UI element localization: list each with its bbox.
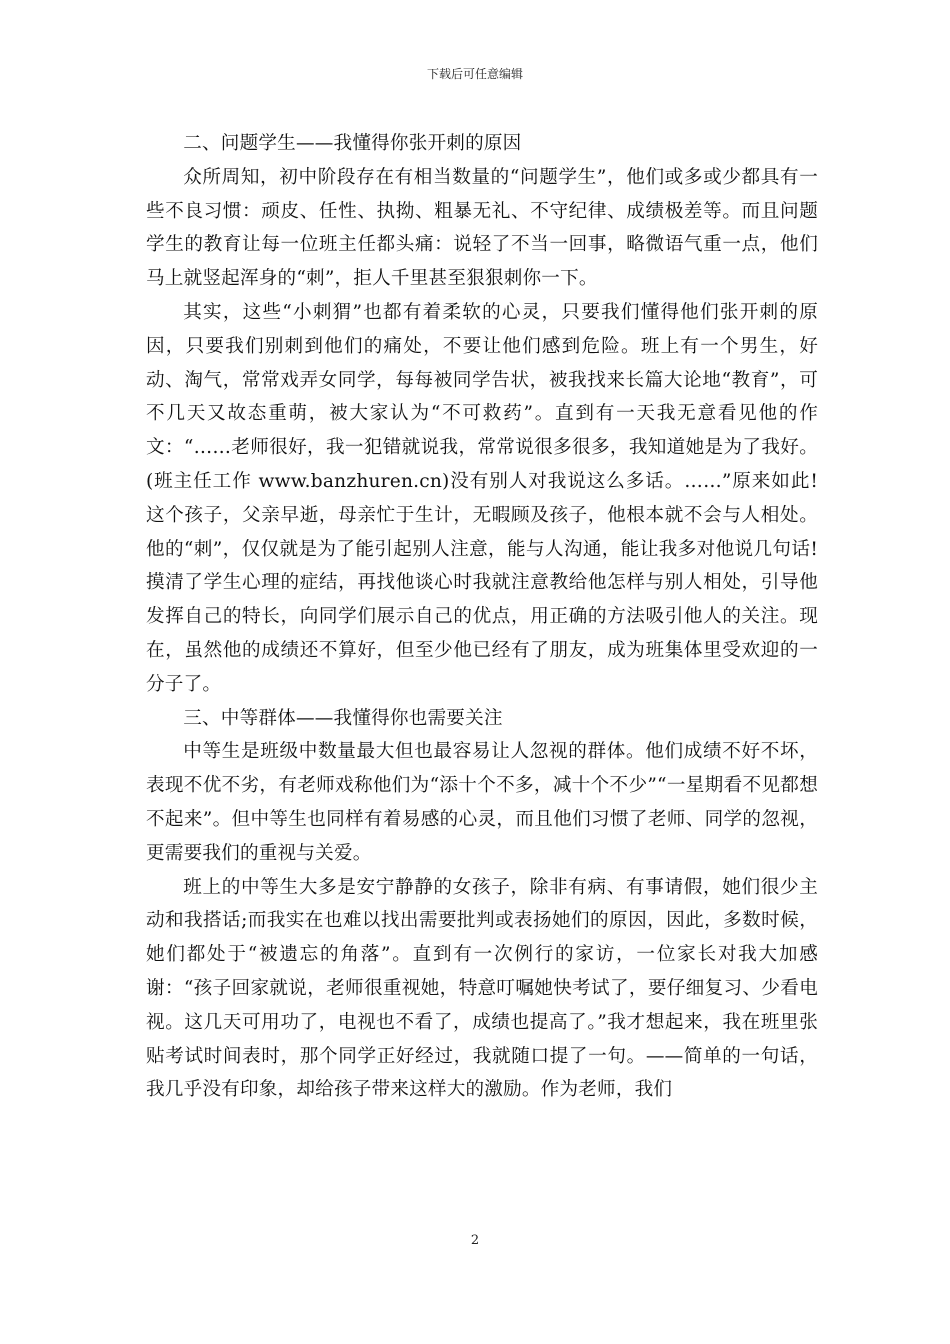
paragraph: 班上的中等生大多是安宁静静的女孩子，除非有病、有事请假，她们很少主动和我搭话;而我实在也难以找出需要批判或表扬她们的原因，因此，多数时候，她们都处于“被遗忘的角落”。直到有一次例行的家访，一位家长对我大加感谢：“孩子回家就说，老师很重视她，特意叮嘱她快考试了，要仔细复习、少看电视。这几天可用功了，电视也不看了，成绩也提高了。”我才想起来，我在班里张贴考试时间表时，那个同学正好经过，我就随口提了一句。——简单的一句话，我几乎没有印象，却给孩子带来这样大的激励。作为老师，我们: [146, 876, 818, 1101]
document-body: [146, 127, 818, 1107]
paragraph: 众所周知，初中阶段存在有相当数量的“问题学生”，他们或多或少都具有一些不良习惯：顽皮、任性、执拗、粗暴无礼、不守纪律、成绩极差等。而且问题学生的教育让每一位班主任都头痛：说轻了不当一回事，略微语气重一点，他们马上就竖起浑身的“刺”，拒人千里甚至狠狠刺你一下。: [146, 166, 818, 290]
section-heading-middle-group: 三、中等群体——我懂得你也需要关注: [183, 707, 503, 729]
section-heading-problem-students: 二、问题学生——我懂得你张开刺的原因: [183, 133, 522, 154]
paragraph: 其实，这些“小刺猬”也都有着柔软的心灵，只要我们懂得他们张开刺的原因，只要我们别刺到他们的痛处，不要让他们感到危险。班上有一个男生，好动、淘气，常常戏弄女同学，每每被同学告状，被我找来长篇大论地“教育”，可不几天又故态重萌，被大家认为“不可救药”。直到有一天我无意看见他的作文：“……老师很好，我一犯错就说我，常常说很多很多，我知道她是为了我好。(班主任工作 www.banzhuren.cn)没有别人对我说这么多话。……”原来如此!这个孩子，父亲早逝，母亲忙于生计，无暇顾及孩子，他根本就不会与人相处。他的“刺”，仅仅就是为了能引起别人注意，能与人沟通，能让我多对他说几句话!摸清了学生心理的症结，再找他谈心时我就注意教给他怎样与别人相处，引导他发挥自己的特长，向同学们展示自己的优点，用正确的方法吸引他人的关注。现在，虽然他的成绩还不算好，但至少他已经有了朋友，成为班集体里受欢迎的一分子了。: [146, 301, 818, 695]
page-header: 下载后可任意编辑: [426, 67, 523, 81]
paragraph: 中等生是班级中数量最大但也最容易让人忽视的群体。他们成绩不好不坏，表现不优不劣，有老师戏称他们为“添十个不多，减十个不少”“一星期看不见都想不起来”。但中等生也同样有着易感的心灵，而且他们习惯了老师、同学的忽视，更需要我们的重视与关爱。: [146, 741, 818, 864]
page-number: 2: [470, 1233, 480, 1248]
